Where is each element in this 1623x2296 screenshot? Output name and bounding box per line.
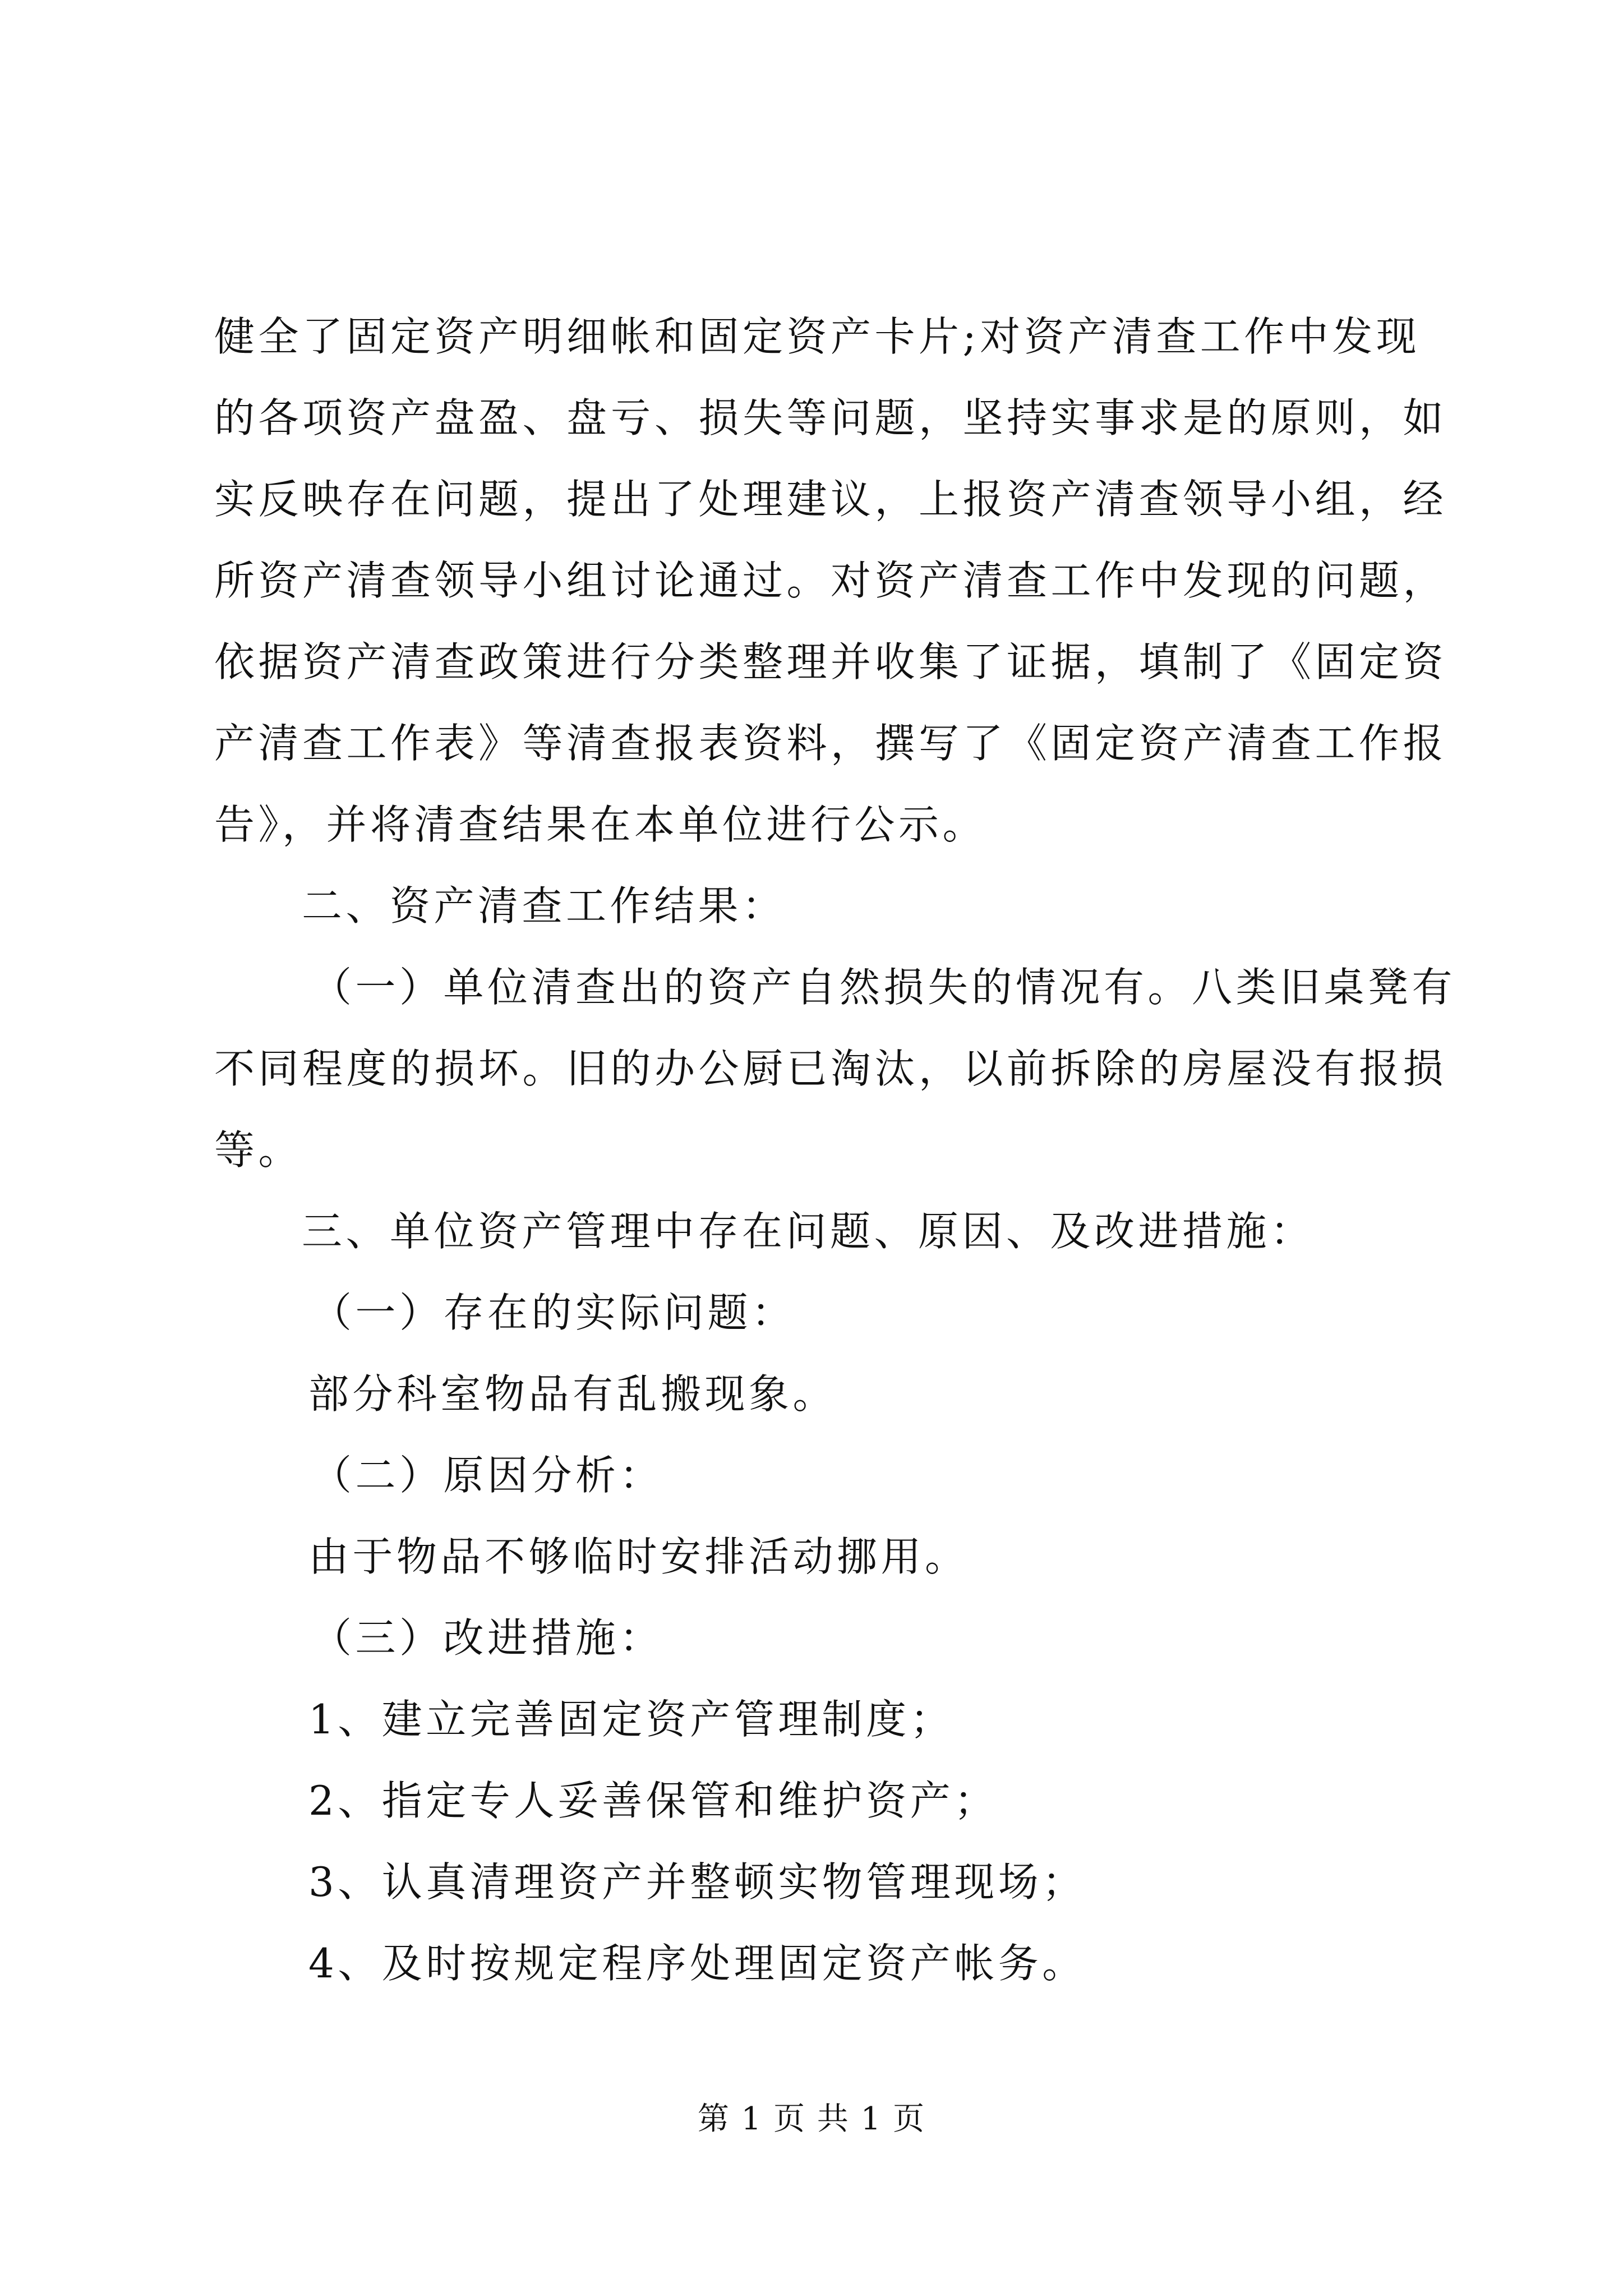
- subsection-text: 由于物品不够临时安排活动挪用。: [308, 1533, 969, 1580]
- paragraph-line: 依据资产清查政策进行分类整理并收集了证据，填制了《固定资: [214, 638, 1447, 685]
- paragraph-line: 的各项资产盘盈、盘亏、损失等问题，坚持实事求是的原则，如: [214, 394, 1447, 441]
- measure-item: 4、及时按规定程序处理固定资产帐务。: [308, 1940, 1086, 1987]
- page-footer: 第 1 页 共 1 页: [697, 2101, 926, 2137]
- paragraph-line: 告》，并将清查结果在本单位进行公示。: [214, 801, 987, 848]
- measure-item: 2、指定专人妥善保管和维护资产；: [308, 1777, 998, 1824]
- subsection-title: （二）原因分析：: [311, 1452, 664, 1499]
- paragraph-line: 等。: [214, 1126, 303, 1174]
- paragraph-line: 实反映存在问题，提出了处理建议，上报资产清查领导小组，经: [214, 476, 1447, 523]
- measure-item: 3、认真清理资产并整顿实物管理现场；: [308, 1858, 1086, 1906]
- paragraph-line: 健全了固定资产明细帐和固定资产卡片;对资产清查工作中发现: [214, 313, 1421, 360]
- section-heading: 二、资产清查工作结果：: [302, 882, 786, 930]
- paragraph-line: 不同程度的损坏。旧的办公厨已淘汰，以前拆除的房屋没有报损: [214, 1045, 1447, 1092]
- subsection-title: （三）改进措施：: [311, 1614, 664, 1662]
- paragraph-line: 所资产清查领导小组讨论通过。对资产清查工作中发现的问题，: [214, 557, 1447, 604]
- subsection-title: （一）存在的实际问题：: [311, 1289, 796, 1336]
- section-heading: 三、单位资产管理中存在问题、原因、及改进措施：: [302, 1208, 1315, 1255]
- subsection-text: 部分科室物品有乱搬现象。: [308, 1370, 837, 1418]
- paragraph-line: （一）单位清查出的资产自然损失的情况有。八类旧桌凳有: [311, 964, 1456, 1011]
- measure-item: 1、建立完善固定资产管理制度；: [308, 1696, 955, 1743]
- paragraph-line: 产清查工作表》等清查报表资料，撰写了《固定资产清查工作报: [214, 720, 1447, 767]
